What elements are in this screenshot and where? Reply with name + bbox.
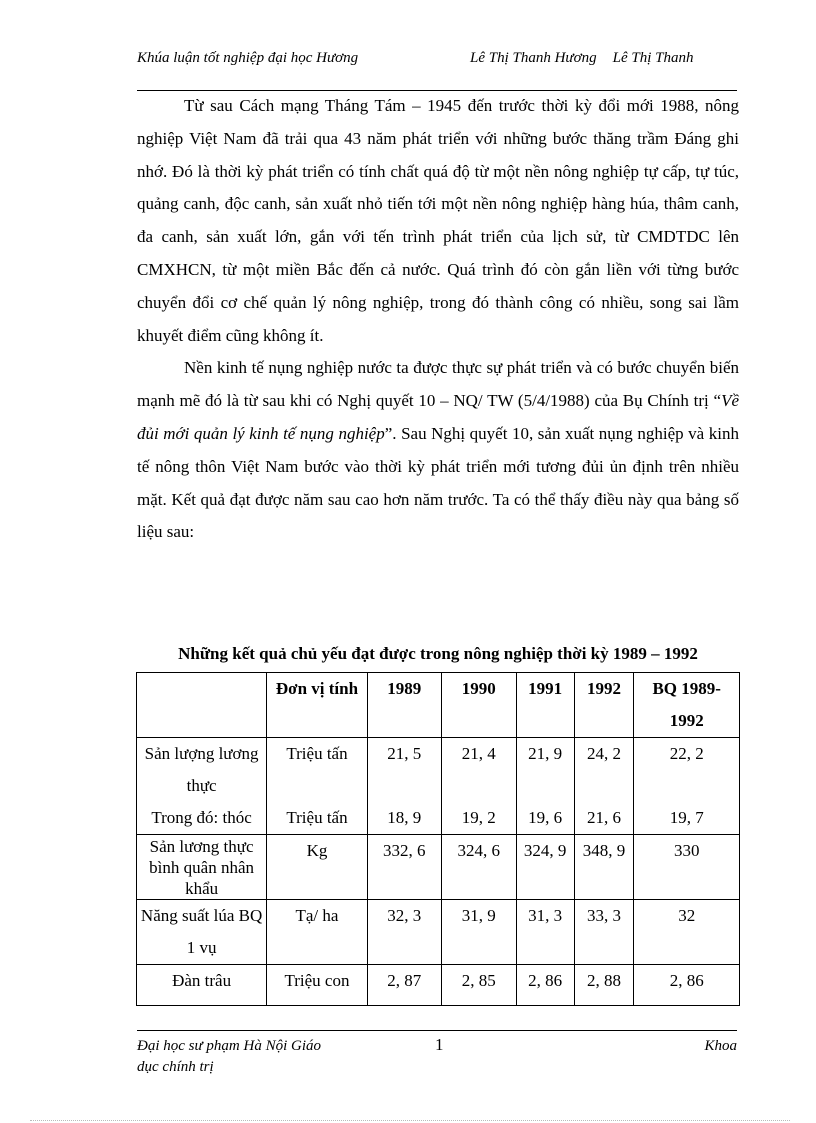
- value-main: 24, 2: [587, 744, 622, 763]
- page-header: [137, 48, 737, 92]
- value-sub: 19, 7: [669, 808, 704, 827]
- header-author-name: Lê Thị Thanh Hương: [470, 50, 597, 66]
- row-unit: Tạ/ ha: [267, 900, 368, 965]
- cell-1990: 2, 85: [441, 965, 516, 1006]
- cell-1990: [441, 738, 516, 835]
- unit-sub: Triệu tấn: [286, 808, 348, 827]
- row-label: Sản lương thực bình quân nhân khẩu: [137, 835, 267, 900]
- cell-1990: 324, 6: [441, 835, 516, 900]
- page-number: 1: [435, 1035, 444, 1054]
- cell-1991: 2, 86: [516, 965, 574, 1006]
- page-footer: [137, 1030, 737, 1080]
- value-main: 21, 5: [387, 744, 422, 763]
- value-sub: 21, 6: [587, 808, 622, 827]
- row-unit: Kg: [267, 835, 368, 900]
- resolution-title: Về đủi mới quản lý kinh tế nụng nghiệp: [137, 391, 739, 443]
- cell-1992: 2, 88: [574, 965, 634, 1006]
- cell-1991: 31, 3: [516, 900, 574, 965]
- cell-average: 32: [634, 900, 740, 965]
- footer-university: Đại học sư phạm Hà Nội Giáo dục chính trị: [137, 1038, 322, 1075]
- cell-1989: 32, 3: [367, 900, 441, 965]
- cell-average: 2, 86: [634, 965, 740, 1006]
- value-main: 22, 2: [669, 744, 704, 763]
- unit-spacer: [269, 770, 365, 802]
- header-cell-average: BQ 1989-1992: [634, 673, 740, 738]
- row-label-main: Sản lượng lương thực: [144, 744, 259, 795]
- paragraph-2-start: Nền kinh tế nụng nghiệp nước ta được thực sự phát triển và có bước chuyển biến mạnh mẽ đó là từ sau khi có Nghị quyết 10 – NQ/ TW (5/4/1988) của Bụ Chính trị “: [137, 358, 739, 411]
- footer-faculty: Khoa: [704, 1038, 737, 1054]
- cell-average: 330: [634, 835, 740, 900]
- header-thesis-title: Khúa luận tốt nghiệp đại học Hương: [137, 50, 359, 66]
- cell-1990: 31, 9: [441, 900, 516, 965]
- table-row-buffalo: [137, 965, 740, 1006]
- header-cell-1991: 1991: [516, 673, 574, 738]
- value-sub: 19, 2: [461, 808, 496, 827]
- cell-1992: 348, 9: [574, 835, 634, 900]
- value-sub: 18, 9: [387, 808, 422, 827]
- row-unit: Triệu con: [267, 965, 368, 1006]
- table-header-row: [137, 673, 740, 738]
- table-row-rice-yield: [137, 900, 740, 965]
- value-spacer: [370, 770, 439, 802]
- header-author: [470, 48, 693, 68]
- row-label: [137, 738, 267, 835]
- value-main: 21, 9: [528, 744, 563, 763]
- results-table: [136, 672, 740, 1006]
- header-cell-unit: Đơn vị tính: [267, 673, 368, 738]
- value-spacer: [577, 770, 632, 802]
- table-row-per-capita: [137, 835, 740, 900]
- value-spacer: [636, 770, 737, 802]
- row-label: Đàn trâu: [137, 965, 267, 1006]
- header-cell-1989: 1989: [367, 673, 441, 738]
- paragraph-2-end: ”. Sau Nghị quyết 10, sản xuất nụng nghiệp và kinh tế nông thôn Việt Nam bước vào thời kỳ phát triển mới tương đủi ủn định trên nhiều mặt. Kết quả đạt được năm sau cao hơn năm trước. Ta có thể thấy điều này qua bảng số liệu sau:: [137, 423, 739, 542]
- cell-1992: [574, 738, 634, 835]
- cell-1989: 2, 87: [367, 965, 441, 1006]
- cell-1991: 324, 9: [516, 835, 574, 900]
- document-body: [137, 90, 739, 549]
- paragraph-1: Từ sau Cách mạng Tháng Tám – 1945 đến trước thời kỳ đổi mới 1988, nông nghiệp Việt Nam đã trải qua 43 năm phát triển với những bước thăng trầm Đáng ghi nhớ. Đó là thời kỳ phát triển có tính chất quá độ từ một nền nông nghiệp tự cấp, tự túc, quảng canh, độc canh, sản xuất nhỏ tiến tới một nền nông nghiệp hàng húa, thâm canh, đa canh, sản xuất lớn, gắn với tến trình phát triển của lịch sử, từ CMDTDC lên CMXHCN, từ một miền Bắc đến cả nước. Quá trình đó còn gắn liền với từng bước chuyển đổi cơ chế quản lý nông nghiệp, trong đó thành công có nhiều, song sai lầm khuyết điểm cũng không ít.: [137, 96, 739, 345]
- page-edge-divider: [30, 1120, 790, 1121]
- cell-1989: [367, 738, 441, 835]
- table-row-food-output: [137, 738, 740, 835]
- cell-average: [634, 738, 740, 835]
- paragraph-2: [137, 352, 739, 549]
- footer-rule: [137, 1030, 737, 1031]
- header-cell-1992: 1992: [574, 673, 634, 738]
- row-label: Năng suất lúa BQ 1 vụ: [137, 900, 267, 965]
- cell-1989: 332, 6: [367, 835, 441, 900]
- value-spacer: [519, 770, 572, 802]
- value-sub: 19, 6: [528, 808, 563, 827]
- header-cell-1990: 1990: [441, 673, 516, 738]
- table-title: Những kết quả chủ yếu đạt được trong nông nghiệp thời kỳ 1989 – 1992: [178, 644, 698, 663]
- row-label-sub: Trong đó: thóc: [151, 808, 252, 827]
- value-main: 21, 4: [461, 744, 496, 763]
- cell-1991: [516, 738, 574, 835]
- value-spacer: [444, 770, 514, 802]
- row-unit: [267, 738, 368, 835]
- unit-main: Triệu tấn: [286, 744, 348, 763]
- header-author-name-repeat: Lê Thị Thanh: [612, 50, 694, 66]
- cell-1992: 33, 3: [574, 900, 634, 965]
- header-cell-empty: [137, 673, 267, 738]
